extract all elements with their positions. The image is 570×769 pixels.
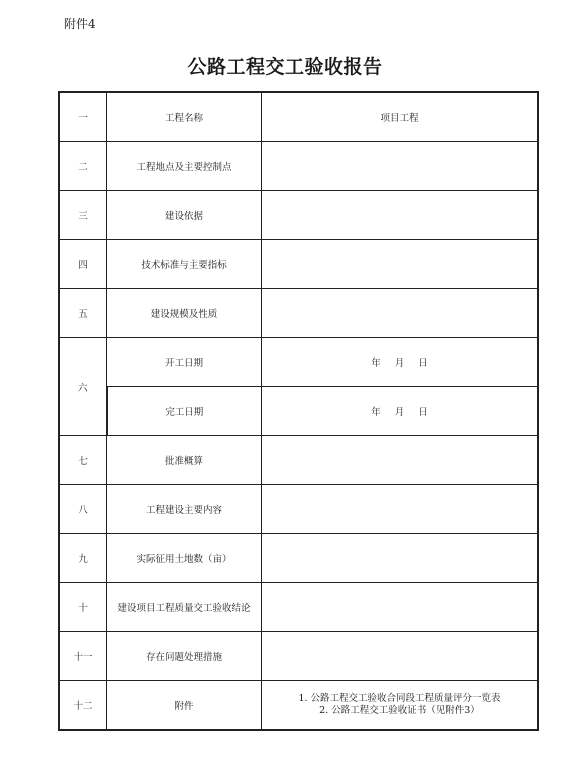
row-value: [262, 240, 539, 289]
table-row: [59, 436, 538, 485]
row-value: [262, 191, 539, 240]
row-number: 四: [59, 240, 107, 289]
year-label: 年: [371, 407, 381, 418]
row-label: 附件: [107, 681, 262, 731]
attachments-list: [262, 681, 539, 731]
row-value: [262, 583, 539, 632]
table-row: [59, 681, 538, 731]
row-number: 七: [59, 436, 107, 485]
row-label: 批准概算: [107, 436, 262, 485]
month-label: 月: [394, 407, 405, 418]
row-value: [262, 632, 539, 681]
table-row: [59, 485, 538, 534]
table-row: [59, 632, 538, 681]
row-value: [262, 485, 539, 534]
table-row: [59, 92, 538, 142]
start-date-label: 开工日期: [107, 338, 262, 387]
table-row: [59, 387, 538, 436]
row-label: 实际征用土地数（亩）: [107, 534, 262, 583]
row-number: 一: [59, 92, 107, 142]
table-row: [59, 583, 538, 632]
row-value: [262, 436, 539, 485]
row-label: 建设规模及性质: [107, 289, 262, 338]
table-row: [59, 142, 538, 191]
row-number: 三: [59, 191, 107, 240]
row-label: 工程建设主要内容: [107, 485, 262, 534]
table-row: [59, 534, 538, 583]
day-label: 日: [418, 407, 428, 418]
row-label: 工程名称: [107, 92, 262, 142]
table-row: [59, 289, 538, 338]
table-row: [59, 191, 538, 240]
row-value: 项目工程: [262, 92, 539, 142]
row-number: 九: [59, 534, 107, 583]
row-value: [262, 534, 539, 583]
year-label: 年: [371, 358, 381, 369]
month-label: 月: [394, 358, 405, 369]
row-number: 五: [59, 289, 107, 338]
row-label: 建设依据: [107, 191, 262, 240]
row-number: 十一: [59, 632, 107, 681]
row-number: 十: [59, 583, 107, 632]
row-number: 六: [59, 338, 107, 436]
report-title: 公路工程交工验收报告: [187, 56, 383, 78]
end-date-value: [262, 387, 539, 436]
row-label: 技术标准与主要指标: [107, 240, 262, 289]
report-table: [58, 91, 539, 731]
row-label: 工程地点及主要控制点: [107, 142, 262, 191]
row-value: [262, 289, 539, 338]
row-number: 八: [59, 485, 107, 534]
start-date-value: [262, 338, 539, 387]
row-value: [262, 142, 539, 191]
row-number: 二: [59, 142, 107, 191]
annex-label: 附件4: [64, 17, 96, 31]
table-row: [59, 240, 538, 289]
attachment-item: 1. 公路工程交工验收合同段工程质量评分一览表: [298, 693, 501, 704]
day-label: 日: [418, 358, 428, 369]
end-date-label: 完工日期: [107, 387, 262, 436]
row-label: 存在问题处理措施: [107, 632, 262, 681]
table-row: [59, 338, 538, 387]
row-number: 十二: [59, 681, 107, 731]
row-label: 建设项目工程质量交工验收结论: [107, 583, 262, 632]
attachment-item: 2. 公路工程交工验收证书（见附件3）: [319, 705, 480, 716]
